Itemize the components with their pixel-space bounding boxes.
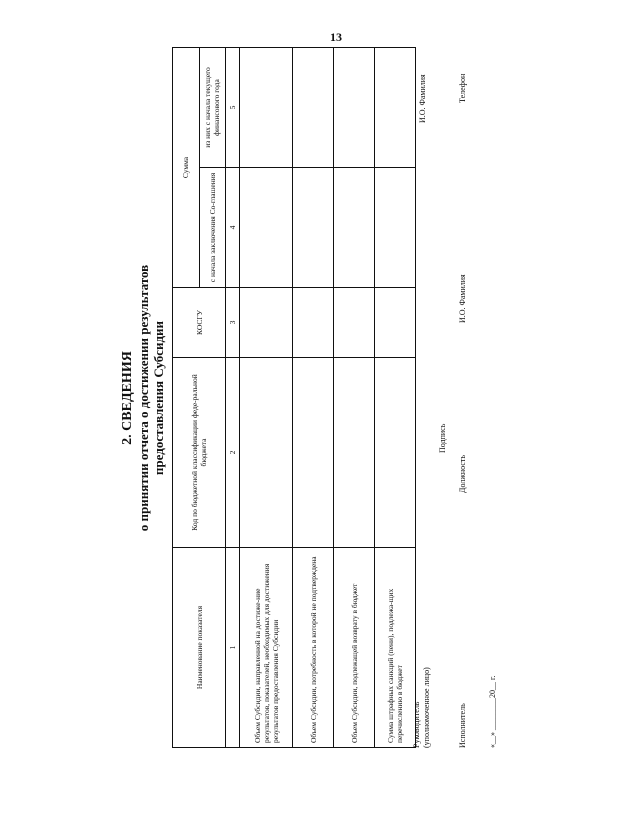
head-name-label: И.О. Фамилия: [418, 74, 427, 123]
row-label: Сумма штрафных санкций (пени), подлежа-щих перечислению в бюджет: [375, 548, 416, 748]
table-cell: [375, 168, 416, 288]
header-sum-current-year: из них с начала текущего финансового года: [199, 48, 226, 168]
date-line: «__» ________20__ г.: [488, 675, 497, 748]
table-cell: [375, 48, 416, 168]
column-number-row: [226, 48, 240, 748]
table-row: [240, 48, 293, 748]
head-label: Руководитель: [412, 701, 421, 748]
table-cell: [240, 288, 293, 358]
column-number: 2: [226, 358, 240, 548]
document-subtitle-line-1: о принятии отчета о достижении результатов: [136, 264, 151, 532]
header-kosgu: КОСГУ: [173, 288, 226, 358]
table-cell: [375, 358, 416, 548]
executor-label: Исполнитель: [458, 703, 467, 748]
table-cell: [293, 288, 334, 358]
report-table: [172, 47, 416, 748]
table-cell: [293, 168, 334, 288]
executor-name-label: И.О. Фамилия: [458, 274, 467, 323]
column-number: 1: [226, 548, 240, 748]
header-sum-from-start: с начала заключения Со-глашения: [199, 168, 226, 288]
table-cell: [334, 168, 375, 288]
header-sum: Сумма: [173, 48, 200, 288]
table-cell: [240, 48, 293, 168]
table-cell: [334, 288, 375, 358]
position-label: Должность: [458, 454, 467, 493]
table-cell: [334, 48, 375, 168]
header-code: Код по бюджетной классификации феде-ральной бюджета: [173, 358, 226, 548]
column-number: 4: [226, 168, 240, 288]
table-row: [293, 48, 334, 748]
rotated-report-section: [120, 48, 510, 748]
header-name: Наименование показателя: [173, 548, 226, 748]
table-cell: [240, 168, 293, 288]
table-cell: [293, 48, 334, 168]
signature-label: Подпись: [438, 423, 447, 453]
document-subtitle-line-2: предоставления Субсидии: [151, 320, 166, 476]
head-label-note: (уполномоченное лицо): [422, 667, 431, 748]
row-label: Объем Субсидии, подлежащей возврату в бюджет: [334, 548, 375, 748]
table-header-row: [173, 48, 200, 748]
table-cell: [375, 288, 416, 358]
column-number: 5: [226, 48, 240, 168]
table-cell: [240, 358, 293, 548]
document-title: 2. СВЕДЕНИЯ: [120, 351, 135, 445]
table-cell: [334, 358, 375, 548]
row-label: Объем Субсидии, направленной на достиже-ние результатов, показателей, необходимых для достижения результатов предоставления Субсидии: [240, 548, 293, 748]
title-block: [120, 48, 166, 748]
table-cell: [293, 358, 334, 548]
table-row: [375, 48, 416, 748]
page-number: 13: [330, 30, 342, 44]
phone-label: Телефон: [458, 73, 467, 103]
table-row: [334, 48, 375, 748]
column-number: 3: [226, 288, 240, 358]
row-label: Объем Субсидии, потребность в которой не подтверждена: [293, 548, 334, 748]
